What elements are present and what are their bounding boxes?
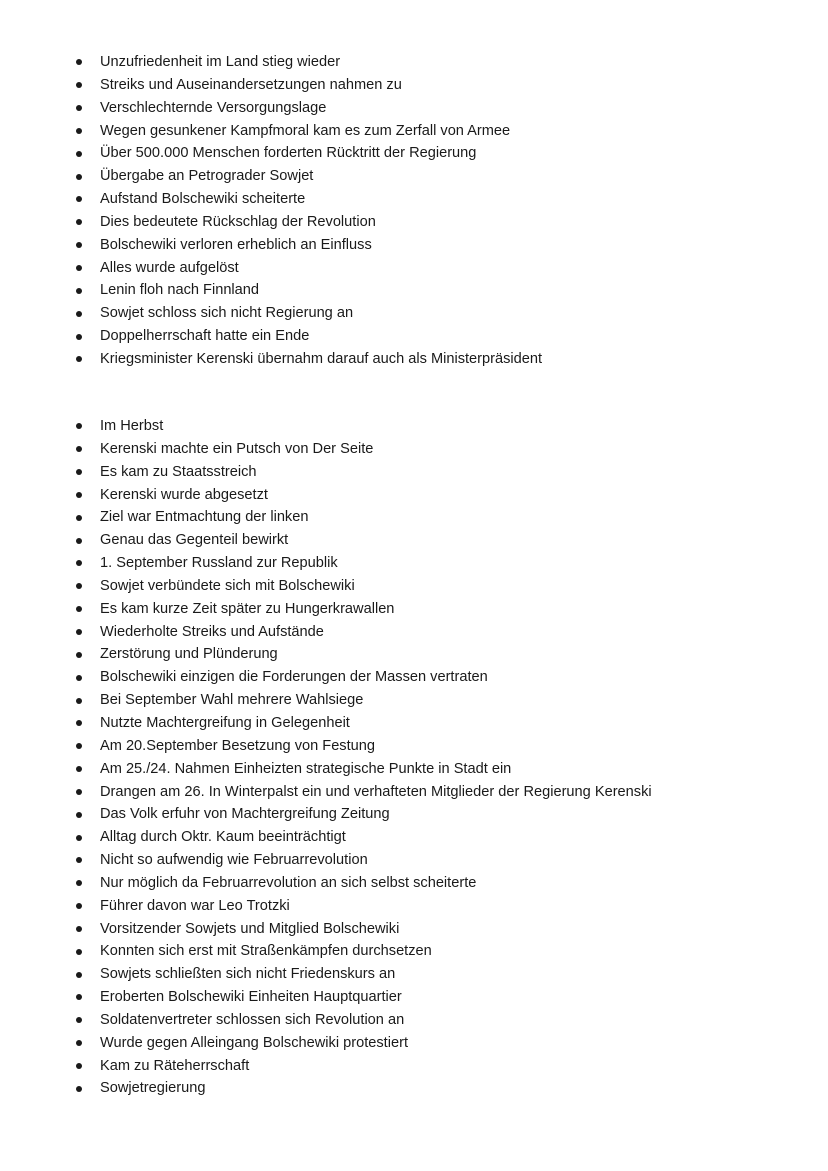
bullet-icon [76,675,82,681]
list-item-text: Nur möglich da Februarrevolution an sich selbst scheiterte [100,874,477,891]
list-item-text: Es kam kurze Zeit später zu Hungerkrawallen [100,600,395,617]
list-item-text: Sowjet verbündete sich mit Bolschewiki [100,577,355,594]
list-item [76,438,796,461]
list-item-text: Übergabe an Petrograder Sowjet [100,168,314,185]
bullet-icon [76,857,82,863]
bullet-icon [76,629,82,635]
list-item [76,963,796,986]
bullet-icon [76,469,82,475]
list-item-text: Im Herbst [100,418,164,434]
bullet-icon [76,1017,82,1023]
list-item [76,621,796,644]
list-item [76,188,796,211]
list-item [76,849,796,872]
list-item-text: Verschlechternde Versorgungslage [100,99,327,116]
bullet-icon [76,949,82,955]
list-item-text: Sowjets schließten sich nicht Friedenskurs an [100,966,396,983]
bullet-icon [76,242,82,248]
bullet-icon [76,265,82,271]
bullet-list-1 [76,51,796,371]
list-item-text: Unzufriedenheit im Land stieg wieder [100,54,341,70]
list-item-text: Das Volk erfuhr von Machtergreifung Zeitung [100,806,390,823]
list-item [76,712,796,735]
list-item-text: Alltag durch Oktr. Kaum beeinträchtigt [100,829,346,846]
list-item [76,826,796,849]
list-item-text: Kam zu Räteherrschaft [100,1057,250,1074]
list-item-text: Wurde gegen Alleingang Bolschewiki protestiert [100,1034,409,1051]
list-item-text: Dies bedeutete Rückschlag der Revolution [100,213,376,230]
bullet-icon [76,151,82,157]
bullet-icon [76,972,82,978]
list-item [76,234,796,257]
list-item [76,461,796,484]
bullet-icon [76,606,82,612]
list-item-text: Bolschewiki einzigen die Forderungen der Massen vertraten [100,669,488,686]
bullet-icon [76,515,82,521]
list-item [76,120,796,143]
list-item [76,529,796,552]
bullet-icon [76,994,82,1000]
bullet-icon [76,219,82,225]
list-item-text: Kerenski machte ein Putsch von Der Seite [100,440,374,457]
list-item-text: 1. September Russland zur Republik [100,555,338,572]
list-item-text: Wegen gesunkener Kampfmoral kam es zum Zerfall von Armee [100,122,511,139]
list-item [76,1055,796,1078]
list-item [76,257,796,280]
list-item-text: Am 25./24. Nahmen Einheizten strategische Punkte in Stadt ein [100,760,512,777]
list-item [76,279,796,302]
list-item [76,735,796,758]
list-item [76,689,796,712]
bullet-icon [76,59,82,65]
bullet-icon [76,492,82,498]
bullet-icon [76,538,82,544]
bullet-icon [76,926,82,932]
list-item [76,940,796,963]
list-item [76,142,796,165]
list-item [76,415,796,438]
list-item-text: Sowjet schloss sich nicht Regierung an [100,305,354,322]
list-item [76,895,796,918]
list-item [76,302,796,325]
list-item [76,918,796,941]
list-item [76,803,796,826]
list-item [76,986,796,1009]
bullet-icon [76,720,82,726]
bullet-icon [76,105,82,111]
list-item-text: Eroberten Bolschewiki Einheiten Hauptquartier [100,989,402,1006]
bullet-icon [76,82,82,88]
list-item-text: Am 20.September Besetzung von Festung [100,737,376,754]
bullet-list-2 [76,415,796,1100]
list-item-text: Lenin floh nach Finnland [100,282,260,299]
list-item [76,1077,796,1100]
bullet-icon [76,698,82,704]
bullet-icon [76,446,82,452]
list-item [76,575,796,598]
bullet-icon [76,835,82,841]
list-item-text: Soldatenvertreter schlossen sich Revolution an [100,1011,405,1028]
list-item [76,758,796,781]
bullet-icon [76,560,82,566]
list-item [76,666,796,689]
bullet-icon [76,334,82,340]
bullet-icon [76,880,82,886]
list-item-text: Es kam zu Staatsstreich [100,463,257,480]
list-item [76,211,796,234]
list-item-text: Konnten sich erst mit Straßenkämpfen durchsetzen [100,943,432,960]
list-item-text: Streiks und Auseinandersetzungen nahmen zu [100,76,402,93]
bullet-icon [76,1040,82,1046]
bullet-icon [76,743,82,749]
list-item-text: Alles wurde aufgelöst [100,259,239,276]
list-item-text: Bei September Wahl mehrere Wahlsiege [100,692,364,709]
bullet-icon [76,903,82,909]
list-item-text: Doppelherrschaft hatte ein Ende [100,328,310,345]
bullet-icon [76,288,82,294]
list-item-text: Über 500.000 Menschen forderten Rücktritt der Regierung [100,145,477,162]
list-item-text: Sowjetregierung [100,1080,206,1097]
bullet-icon [76,311,82,317]
list-item-text: Drangen am 26. In Winterpalst ein und verhafteten Mitglieder der Regierung Kerenski [100,783,652,800]
list-item-text: Führer davon war Leo Trotzki [100,897,290,914]
bullet-icon [76,812,82,818]
bullet-icon [76,652,82,658]
list-item-text: Kriegsminister Kerenski übernahm darauf auch als Ministerpräsident [100,350,543,367]
bullet-icon [76,196,82,202]
list-item [76,484,796,507]
bullet-icon [76,583,82,589]
list-item [76,165,796,188]
bullet-icon [76,1063,82,1069]
list-item-text: Ziel war Entmachtung der linken [100,509,309,526]
list-item [76,97,796,120]
bullet-icon [76,356,82,362]
list-item-text: Nutzte Machtergreifung in Gelegenheit [100,714,350,731]
bullet-icon [76,1086,82,1092]
list-item-text: Nicht so aufwendig wie Februarrevolution [100,852,368,869]
list-item-text: Aufstand Bolschewiki scheiterte [100,191,306,208]
list-item-text: Wiederholte Streiks und Aufstände [100,623,324,640]
list-item [76,348,796,371]
list-item [76,872,796,895]
bullet-icon [76,766,82,772]
list-item-text: Zerstörung und Plünderung [100,646,278,663]
list-item [76,598,796,621]
list-item [76,1009,796,1032]
list-item-text: Kerenski wurde abgesetzt [100,486,268,503]
list-item [76,325,796,348]
bullet-icon [76,128,82,134]
list-item-text: Vorsitzender Sowjets und Mitglied Bolschewiki [100,920,400,937]
bullet-icon [76,423,82,429]
bullet-icon [76,789,82,795]
list-item [76,51,796,74]
list-item [76,643,796,666]
list-item [76,552,796,575]
list-item [76,1032,796,1055]
list-item [76,506,796,529]
bullet-icon [76,174,82,180]
list-item-text: Genau das Gegenteil bewirkt [100,532,289,549]
list-item [76,781,796,804]
list-item-text: Bolschewiki verloren erheblich an Einfluss [100,236,372,253]
list-item [76,74,796,97]
